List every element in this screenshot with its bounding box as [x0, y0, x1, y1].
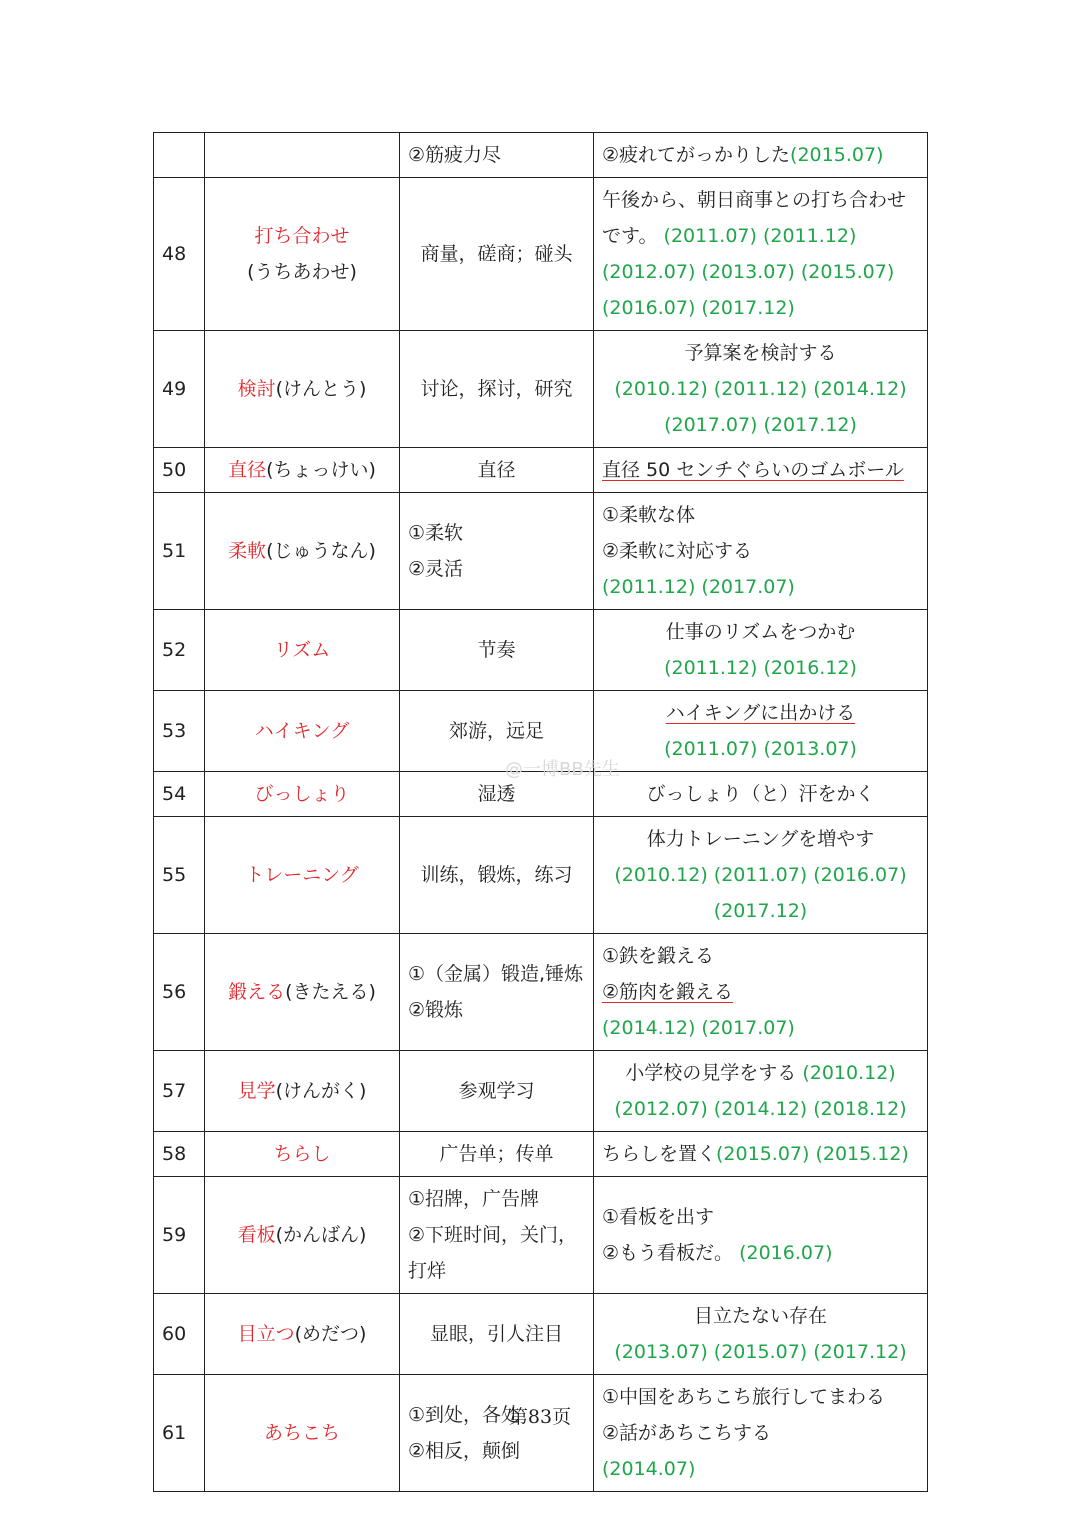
exam-dates: (2010.12) (2012.07) (2014.12) (2018.12) — [614, 1062, 907, 1120]
meaning-cell: ①招牌，广告牌 ②下班时间，关门，打烊 — [400, 1177, 594, 1294]
vocab-reading: (かんばん) — [275, 1224, 367, 1246]
example-cell: ②疲れてがっかりした(2015.07) — [594, 133, 928, 178]
word-cell — [205, 1177, 400, 1294]
vocab-word: ちらし — [273, 1143, 331, 1165]
row-number: 49 — [154, 331, 205, 448]
row-number: 57 — [154, 1051, 205, 1132]
word-cell — [205, 493, 400, 610]
exam-dates: (2010.12) (2011.12) (2014.12) (2017.07) (2017.12) — [614, 378, 907, 436]
table-row — [154, 178, 928, 331]
meaning-cell: 参观学习 — [400, 1051, 594, 1132]
example-cell: ①中国をあちこち旅行してまわる ②話があちこちする (2014.07) — [594, 1375, 928, 1492]
table-row — [154, 1375, 928, 1492]
example-cell: 予算案を検討する (2010.12) (2011.12) (2014.12) (2017.07) (2017.12) — [594, 331, 928, 448]
example-cell: 体力トレーニングを増やす (2010.12) (2011.07) (2016.07) (2017.12) — [594, 817, 928, 934]
vocab-word: 直径 — [228, 459, 267, 481]
word-cell — [205, 1132, 400, 1177]
table-row — [154, 448, 928, 493]
exam-dates: (2015.07) — [790, 144, 884, 166]
exam-dates: (2014.12) (2017.07) — [602, 1017, 795, 1039]
row-number: 55 — [154, 817, 205, 934]
vocab-word: トレーニング — [245, 864, 359, 886]
example-cell: ハイキングに出かける (2011.07) (2013.07) — [594, 691, 928, 772]
table-row — [154, 133, 928, 178]
table-row — [154, 817, 928, 934]
watermark: @一博BB先生 — [505, 759, 620, 780]
row-number: 50 — [154, 448, 205, 493]
vocab-word: 柔軟 — [228, 540, 267, 562]
exam-dates: (2011.12) (2016.12) — [664, 657, 857, 679]
exam-dates: (2011.07) (2013.07) — [664, 738, 857, 760]
meaning-cell: 商量，磋商；碰头 — [400, 178, 594, 331]
example-cell: 小学校の見学をする (2010.12) (2012.07) (2014.12) (2018.12) — [594, 1051, 928, 1132]
table-row — [154, 1177, 928, 1294]
meaning-cell: 广告单；传单 — [400, 1132, 594, 1177]
vocab-word: びっしょり — [254, 783, 350, 805]
word-cell — [205, 934, 400, 1051]
table-row — [154, 610, 928, 691]
word-cell — [205, 1294, 400, 1375]
vocab-word: 打ち合わせ — [254, 225, 350, 247]
row-number: 61 — [154, 1375, 205, 1492]
word-cell — [205, 772, 400, 817]
vocab-reading: (ちょっけい) — [266, 459, 376, 481]
example-cell: びっしょり（と）汗をかく — [594, 772, 928, 817]
page-number: 第83页 — [508, 1406, 572, 1428]
vocab-word: ハイキング — [254, 720, 350, 742]
word-cell — [205, 1051, 400, 1132]
row-number: 60 — [154, 1294, 205, 1375]
example-cell: ちらしを置く(2015.07) (2015.12) — [594, 1132, 928, 1177]
table-row — [154, 934, 928, 1051]
meaning-cell: 显眼，引人注目 — [400, 1294, 594, 1375]
exam-dates: (2013.07) (2015.07) (2017.12) — [614, 1341, 907, 1363]
meaning-cell: 节奏 — [400, 610, 594, 691]
vocab-word: 目立つ — [237, 1323, 295, 1345]
vocab-word: リズム — [273, 639, 331, 661]
exam-dates: (2010.12) (2011.07) (2016.07) (2017.12) — [614, 864, 907, 922]
word-cell — [205, 1375, 400, 1492]
example-cell: 午後から、朝日商事との打ち合わせです。 (2011.07) (2011.12) (2012.07) (2013.07) (2015.07) (2016.07) (2017.12) — [594, 178, 928, 331]
row-number: 51 — [154, 493, 205, 610]
row-number: 54 — [154, 772, 205, 817]
vocab-reading: (けんがく) — [275, 1080, 367, 1102]
exam-dates: (2015.07) (2015.12) — [716, 1143, 909, 1165]
vocab-word: 鍛える — [228, 981, 286, 1003]
row-number: 56 — [154, 934, 205, 1051]
word-cell — [205, 178, 400, 331]
exam-dates: (2014.07) — [602, 1458, 696, 1480]
exam-dates: (2011.07) (2011.12) (2012.07) (2013.07) (2015.07) (2016.07) (2017.12) — [602, 225, 895, 319]
meaning-cell: 讨论，探讨，研究 — [400, 331, 594, 448]
vocab-word: 看板 — [237, 1224, 276, 1246]
exam-dates: (2011.12) (2017.07) — [602, 576, 795, 598]
word-cell — [205, 610, 400, 691]
vocab-reading: (きたえる) — [285, 981, 376, 1003]
vocab-reading: (けんとう) — [275, 378, 367, 400]
example-cell: 目立たない存在 (2013.07) (2015.07) (2017.12) — [594, 1294, 928, 1375]
word-cell — [205, 331, 400, 448]
example-cell: 仕事のリズムをつかむ (2011.12) (2016.12) — [594, 610, 928, 691]
word-cell — [205, 691, 400, 772]
meaning-cell: ①到处，各处 ②相反，颠倒 — [400, 1375, 594, 1492]
vocab-reading: (じゅうなん) — [266, 540, 376, 562]
meaning-cell: ②筋疲力尽 — [400, 133, 594, 178]
meaning-cell: 直径 — [400, 448, 594, 493]
row-number: 52 — [154, 610, 205, 691]
example-cell: ①看板を出す ②もう看板だ。 (2016.07) — [594, 1177, 928, 1294]
meaning-cell: ①（金属）锻造,锤炼 ②锻炼 — [400, 934, 594, 1051]
vocab-reading: (めだつ) — [294, 1323, 367, 1345]
vocab-word: あちこち — [263, 1422, 340, 1444]
table-row — [154, 1132, 928, 1177]
vocab-word: 検討 — [237, 378, 276, 400]
row-number: 58 — [154, 1132, 205, 1177]
exam-dates: (2016.07) — [739, 1242, 833, 1264]
meaning-cell: ①柔软 ②灵活 — [400, 493, 594, 610]
vocabulary-table — [153, 132, 928, 1492]
vocab-reading: (うちあわせ) — [247, 261, 357, 283]
example-cell: 直径 50 センチぐらいのゴムボール — [594, 448, 928, 493]
word-cell — [205, 817, 400, 934]
example-cell: ①鉄を鍛える ②筋肉を鍛える (2014.12) (2017.07) — [594, 934, 928, 1051]
meaning-cell: 湿透 — [400, 772, 594, 817]
example-cell: ①柔軟な体 ②柔軟に対応する (2011.12) (2017.07) — [594, 493, 928, 610]
table-row — [154, 1294, 928, 1375]
row-number: 48 — [154, 178, 205, 331]
meaning-cell: 郊游，远足 — [400, 691, 594, 772]
vocab-word: 見学 — [237, 1080, 276, 1102]
word-cell — [205, 448, 400, 493]
row-number: 53 — [154, 691, 205, 772]
table-row — [154, 493, 928, 610]
table-row — [154, 1051, 928, 1132]
row-number — [154, 133, 205, 178]
meaning-cell: 训练，锻炼，练习 — [400, 817, 594, 934]
row-number: 59 — [154, 1177, 205, 1294]
word-cell — [205, 133, 400, 178]
table-row — [154, 331, 928, 448]
